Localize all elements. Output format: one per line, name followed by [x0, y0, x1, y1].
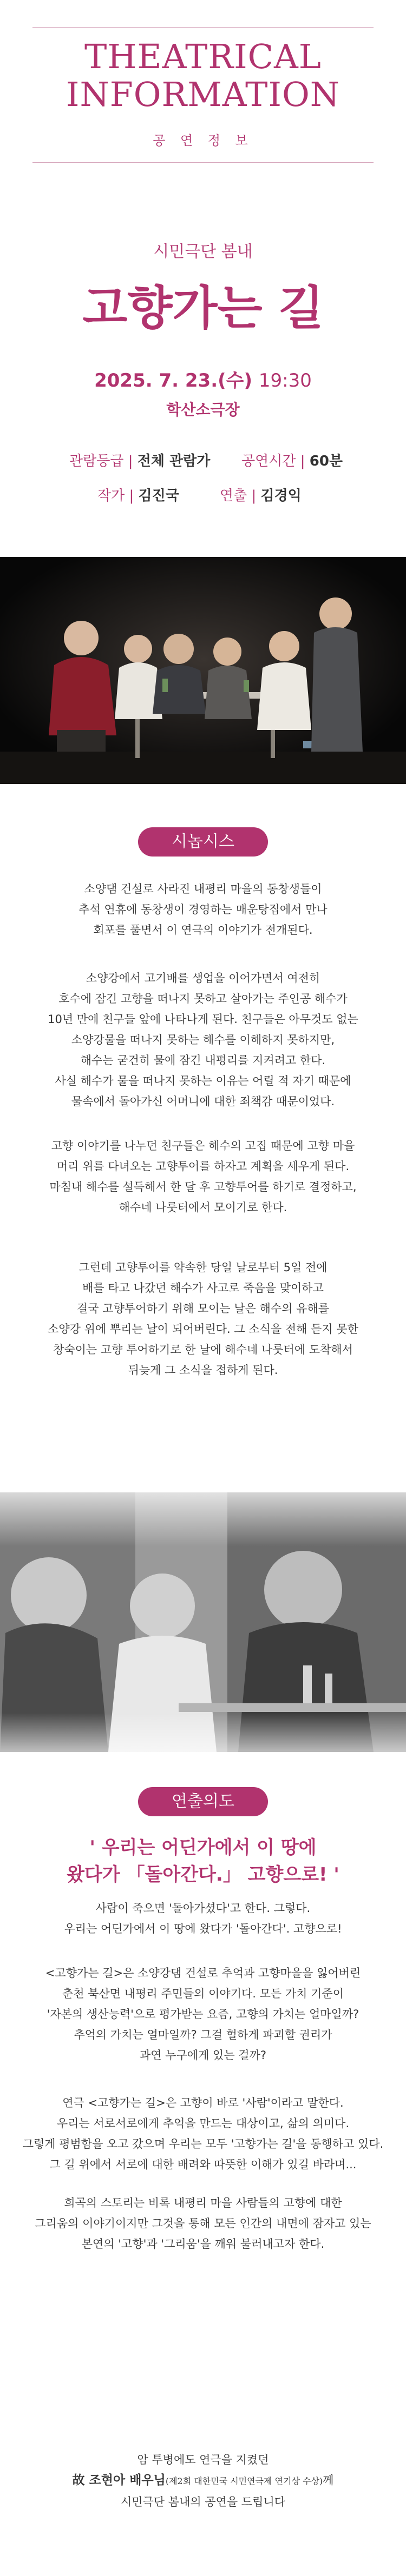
synopsis-line: 소양댐 건설로 사라진 내평리 마을의 동창생들이: [84, 882, 322, 895]
writer-row: [97, 484, 179, 504]
synopsis-line: 10년 만에 친구들 앞에 나타나게 된다. 친구들은 아무것도 없는: [48, 1013, 358, 1026]
header-subtitle: 공 연 정 보: [153, 133, 253, 148]
synopsis-line: 그런데 고향투어를 약속한 당일 날로부터 5일 전에: [78, 1261, 328, 1274]
direction-line: 추억의 가치는 얼마일까? 그걸 헐하게 파괴할 권리가: [74, 2028, 332, 2041]
troupe-name: 시민극단 봄내: [153, 242, 253, 261]
writer-value: 김진국: [138, 488, 179, 504]
header-rule-top: [32, 27, 374, 28]
direction-line: '자본의 생산능력'으로 평가받는 요즘, 고향의 가치는 얼마일까?: [47, 2008, 359, 2021]
synopsis-line: 소양강 위에 뿌리는 날이 되어버린다. 그 소식을 전해 듣지 못한: [48, 1323, 358, 1336]
runtime-row: [241, 450, 343, 470]
rating-label: 관람등급 |: [69, 453, 133, 469]
synopsis-line: 배를 타고 나갔던 해수가 사고로 죽음을 맞이하고: [82, 1282, 324, 1294]
runtime-value: 60분: [309, 453, 343, 469]
direction-paragraph-4: [0, 2193, 406, 2254]
rating-row: [69, 450, 210, 470]
performance-time: 19:30: [258, 370, 312, 391]
runtime-label: 공연시간 |: [241, 453, 305, 469]
synopsis-line: 소양강에서 고기배를 생업을 이어가면서 여전히: [86, 972, 320, 985]
stage-photo-2: [0, 1471, 406, 1774]
direction-paragraph-1: [0, 1898, 406, 1939]
dedication: [0, 2449, 406, 2512]
header-title-line2: INFORMATION: [66, 75, 340, 114]
direction-line: 그렇게 평범함을 오고 갔으며 우리는 모두 '고향가는 길'을 동행하고 있다.: [22, 2137, 384, 2150]
synopsis-line: 고향 이야기를 나누던 친구들은 해수의 고집 때문에 고향 마을: [51, 1139, 355, 1152]
synopsis-line: 추석 연휴에 동창생이 경영하는 매운탕집에서 만나: [78, 903, 328, 916]
direction-line: 희곡의 스토리는 비록 내평리 마을 사람들의 고향에 대한: [64, 2196, 342, 2209]
synopsis-line: 결국 고향투어하기 위해 모이는 날은 해수의 유해를: [76, 1302, 330, 1315]
direction-heading: 연출의도: [138, 1787, 268, 1816]
performance-datetime: [0, 366, 406, 392]
dedication-name: 故 조현아 배우님: [72, 2473, 166, 2487]
synopsis-heading: 시놉시스: [138, 827, 268, 857]
synopsis-line: 해수는 굳건히 물에 잠긴 내평리를 지켜려고 한다.: [80, 1054, 326, 1067]
synopsis-line: 호수에 잠긴 고향을 떠나지 못하고 살아가는 주인공 해수가: [58, 992, 348, 1005]
synopsis-paragraph-4: [0, 1257, 406, 1380]
direction-line: 과연 누구에게 있는 걸까?: [139, 2049, 267, 2062]
direction-line: 그 길 위에서 서로에 대한 배려와 따뜻한 이해가 있길 바라며...: [49, 2158, 357, 2171]
stage-photo-1: [0, 557, 406, 784]
actors-collage-illustration: [0, 1471, 406, 1774]
director-value: 김경익: [260, 488, 302, 504]
synopsis-line: 뒤늦게 그 소식을 접하게 된다.: [128, 1364, 278, 1377]
synopsis-paragraph-1: [0, 879, 406, 940]
direction-line: 본연의 '고향'과 '그리움'을 깨워 불러내고자 한다.: [81, 2238, 325, 2250]
direction-quote-line2: 왔다가 「돌아간다.」 고향으로! ': [67, 1864, 339, 1885]
play-title: 고향가는 길: [82, 281, 324, 335]
dedication-line3: 시민극단 봄내의 공연을 드립니다: [120, 2495, 286, 2508]
performance-date: 2025. 7. 23.(수): [94, 370, 253, 391]
director-label: 연출 |: [220, 488, 257, 504]
synopsis-paragraph-2: [0, 968, 406, 1112]
writer-label: 작가 |: [97, 488, 134, 504]
synopsis-line: 해수네 나룻터에서 모이기로 한다.: [119, 1201, 287, 1214]
direction-paragraph-3: [0, 2093, 406, 2175]
direction-line: 우리는 서로서로에게 추억을 만드는 대상이고, 삶의 의미다.: [56, 2117, 350, 2130]
venue: 학산소극장: [166, 401, 240, 419]
direction-quote: [0, 1834, 406, 1888]
synopsis-line: 창숙이는 고향 투어하기로 한 날에 해수네 나룻터에 도착해서: [53, 1343, 353, 1356]
synopsis-line: 물속에서 돌아가신 어머니에 대한 죄책감 때문이었다.: [71, 1095, 335, 1108]
rating-value: 전체 관람가: [137, 453, 211, 469]
header-title-line1: THEATRICAL: [84, 37, 322, 76]
direction-line: <고향가는 길>은 소양강댐 건설로 추억과 고향마을을 잃어버린: [45, 1967, 361, 1980]
synopsis-line: 소양강물을 떠나지 못하는 해수를 이해하지 못하지만,: [71, 1033, 335, 1046]
synopsis-line: 사실 해수가 물을 떠나지 못하는 이유는 어릴 적 자기 때문에: [55, 1074, 351, 1087]
direction-line: 사람이 죽으면 '돌아가셨다'고 한다. 그렇다.: [95, 1902, 311, 1915]
direction-line: 그리움의 이야기이지만 그것을 통해 모든 인간의 내면에 잠자고 있는: [35, 2217, 371, 2230]
direction-paragraph-2: [0, 1963, 406, 2066]
direction-line: 우리는 어딘가에서 이 땅에 왔다가 '돌아간다'. 고향으로!: [64, 1922, 342, 1935]
dedication-suffix: 께: [323, 2474, 334, 2487]
direction-quote-line1: ' 우리는 어딘가에서 이 땅에: [89, 1837, 317, 1858]
header-rule-bottom: [32, 162, 374, 163]
dedication-line1: 암 투병에도 연극을 지켰던: [137, 2453, 269, 2466]
direction-line: 연극 <고향가는 길>은 고향이 바로 '사람'이라고 말한다.: [62, 2096, 344, 2109]
director-row: [220, 484, 302, 504]
dedication-line2: [0, 2470, 406, 2492]
direction-line: 춘천 북산면 내평리 주민들의 이야기다. 모든 가치 기준이: [62, 1987, 344, 2000]
synopsis-line: 마침내 해수를 설득해서 한 달 후 고향투어를 하기로 결정하고,: [49, 1180, 357, 1193]
dedication-award: (제2회 대한민국 시민연극제 연기상 수상): [165, 2476, 323, 2486]
synopsis-line: 회포를 풀면서 이 연극의 이야기가 전개된다.: [93, 924, 313, 937]
synopsis-paragraph-3: [0, 1136, 406, 1218]
stage-scene-illustration: [0, 557, 406, 784]
synopsis-line: 머리 위를 다녀오는 고향투어를 하자고 계획을 세우게 된다.: [56, 1160, 350, 1173]
